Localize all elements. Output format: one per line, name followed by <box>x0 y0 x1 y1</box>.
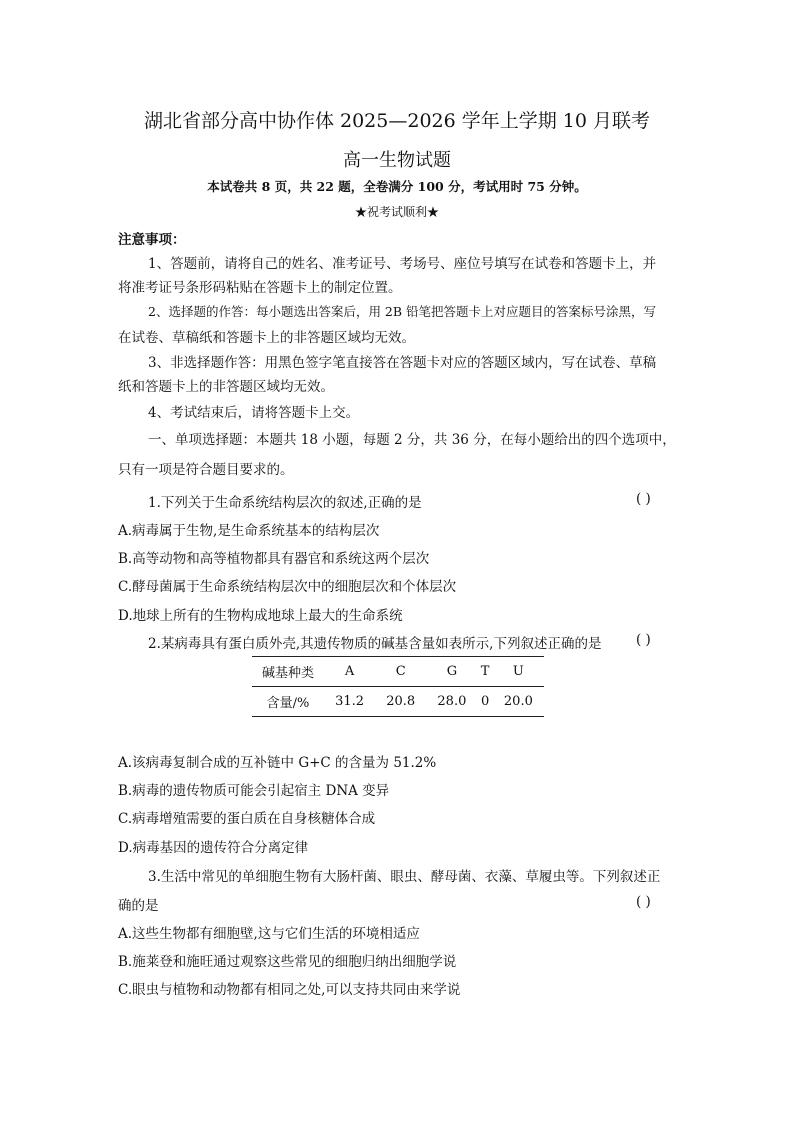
table-header-cell: 碱基种类 <box>252 657 324 687</box>
q2-option-d: D.病毒基因的遗传符合分离定律 <box>118 840 309 856</box>
table-cell: 含量/% <box>252 687 324 717</box>
table-header-cell: C <box>375 657 426 687</box>
q1-stem: 1.下列关于生命系统结构层次的叙述,正确的是 <box>148 495 422 511</box>
table-cell: 20.0 <box>493 687 544 717</box>
q3-option-c: C.眼虫与植物和动物都有相同之处,可以支持共同由来学说 <box>118 982 461 998</box>
q2-answer-blank: ( ) <box>636 632 651 648</box>
table-header-row <box>252 657 544 687</box>
q2-option-b: B.病毒的遗传物质可能会引起宿主 DNA 变异 <box>118 783 390 799</box>
q3-stem-line-1: 3.生活中常见的单细胞生物有大肠杆菌、眼虫、酵母菌、衣藻、草履虫等。下列叙述正 <box>148 869 661 885</box>
note-3-line-1: 3、非选择题作答：用黑色签字笔直接答在答题卡对应的答题区域内，写在试卷、草稿 <box>148 355 657 371</box>
table-header-cell: U <box>493 657 544 687</box>
exam-title: 湖北省部分高中协作体 2025—2026 学年上学期 10 月联考 <box>143 110 651 132</box>
q1-answer-blank: ( ) <box>636 491 651 507</box>
table-header-cell: A <box>324 657 375 687</box>
q1-option-a: A.病毒属于生物,是生命系统基本的结构层次 <box>118 523 380 539</box>
q3-option-b: B.施莱登和施旺通过观察这些常见的细胞归纳出细胞学说 <box>118 954 457 970</box>
table-cell: 20.8 <box>375 687 426 717</box>
note-2-line-2: 在试卷、草稿纸和答题卡上的非答题区域均无效。 <box>118 330 415 346</box>
q1-option-b: B.高等动物和高等植物都具有器官和系统这两个层次 <box>118 551 430 567</box>
q2-stem: 2.某病毒具有蛋白质外壳,其遗传物质的碱基含量如表所示,下列叙述正确的是 <box>148 636 602 652</box>
note-3-line-2: 纸和答题卡上的非答题区域均无效。 <box>118 379 334 395</box>
section-instructions-line-2: 只有一项是符合题目要求的。 <box>118 462 294 478</box>
q1-option-c: C.酵母菌属于生命系统结构层次中的细胞层次和个体层次 <box>118 579 457 595</box>
note-4: 4、考试结束后，请将答题卡上交。 <box>148 405 360 421</box>
q3-answer-blank: ( ) <box>636 894 651 910</box>
base-content-table <box>252 656 544 717</box>
note-1-line-1: 1、答题前，请将自己的姓名、准考证号、考场号、座位号填写在试卷和答题卡上，并 <box>148 256 657 272</box>
q3-option-a: A.这些生物都有细胞壁,这与它们生活的环境相适应 <box>118 926 420 942</box>
table-cell: 28.0 <box>426 687 477 717</box>
q2-option-c: C.病毒增殖需要的蛋白质在自身核糖体合成 <box>118 811 376 827</box>
exam-subtitle: 高一生物试题 <box>343 150 451 171</box>
table-row <box>252 687 544 717</box>
section-instructions-line-1: 一、单项选择题：本题共 18 小题，每题 2 分，共 36 分，在每小题给出的四个选项中， <box>148 432 676 448</box>
table-header-cell: T <box>477 657 492 687</box>
note-2-line-1: 2、选择题的作答：每小题选出答案后，用 2B 铅笔把答题卡上对应题目的答案标号涂黑，写 <box>148 304 657 319</box>
q2-option-a: A.该病毒复制合成的互补链中 G+C 的含量为 51.2% <box>118 755 437 771</box>
table-header-cell: G <box>426 657 477 687</box>
notes-heading: 注意事项： <box>118 232 186 248</box>
table-cell: 31.2 <box>324 687 375 717</box>
exam-info: 本试卷共 8 页，共 22 题，全卷满分 100 分，考试用时 75 分钟。 <box>207 179 587 194</box>
good-luck-line: ★祝考试顺利★ <box>354 205 439 219</box>
table-cell: 0 <box>477 687 492 717</box>
q3-stem-line-2: 确的是 <box>118 898 159 914</box>
q1-option-d: D.地球上所有的生物构成地球上最大的生命系统 <box>118 608 403 624</box>
note-1-line-2: 将准考证号条形码粘贴在答题卡上的制定位置。 <box>118 280 402 296</box>
